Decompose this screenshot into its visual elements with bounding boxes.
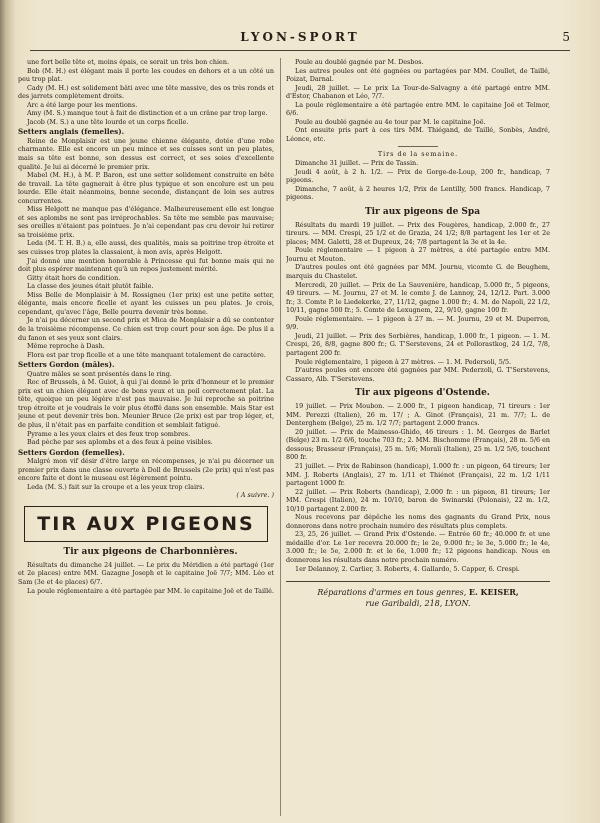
paragraph: Mercredi, 20 juillet. — Prix de La Sauvenière, handicap, 5.000 fr., 5 pigeons, 49 tireurs. — M. Journu, 27 et M. le comte J. de Lannoy, 24, 12/12. Part. 3.000 fr.; 3. Comte P. le Liedekerke, 27, 11/12, gagne 1.000 fr.; 4. M. de Napoli, 22 1/2, 10/11, gagne 500 fr.; 5. Comte de Lexugnem, 22, 9/10, gagne 100 fr. <box>286 280 550 315</box>
paragraph: 23, 25, 26 juillet. — Grand Prix d'Ostende. — Entrée 60 fr.; 40.000 fr. et une médaille d'or. Le 1er recevra 20.000 fr.; le 2e, 9.000 fr.; le 3e, 5.000 fr.; le 4e, 3.000 fr.; le 5e, 2.000 fr. et le 6e, 1.000 fr.; 12 pigeons handicap. Nous en donnerons les résultats dans notre prochain numéro. <box>286 530 550 564</box>
paragraph: Pyrame a les yeux clairs et des feux trop sombres. <box>27 429 191 438</box>
paragraph: Mabel (M. H.), à M. P. Baron, est une setter solidement construite en bête de travail. La tête gagnerait à être plus typique et son encolure est un peu lourde. Elle était néanmoins, bonne seconde, distançant de loin ses autres concurrentes. <box>18 171 274 205</box>
section-heading-setters-gordon-males: Setters Gordon (mâles). <box>18 360 115 370</box>
paragraph: Miss Helgott ne manque pas d'élégance. Malheureusement elle est longue et ses aplombs ne sont pas irréprochables. Sa tête me semble pas mauvaise; ses oreilles n'étaient pas pointues. Je n'ai cependant pas cru devoir lui retirer sa troisième prix. <box>18 205 274 239</box>
paragraph: Nous recevons par dépêche les noms des gagnants du Grand Prix, nous donnerons dans notre prochain numéro des résultats plus complets. <box>286 513 550 530</box>
paragraph: La classe des jeunes était plutôt faible. <box>27 282 154 291</box>
paragraph: Les autres poules ont été gagnées ou partagées par MM. Coullet, de Taillé, Poizat, Darnal. <box>286 66 550 84</box>
separator-rule <box>398 146 438 147</box>
paragraph: La poule réglementaire a été partagée entre MM. le capitaine Joë et Telmor, 6/6. <box>286 100 550 118</box>
paragraph: D'autres poules ont encore été gagnées par MM. Pederzoli, G. T'Serstevens, Cassaro, Alb. T'Serstevens. <box>286 366 550 383</box>
paragraph: Roc of Brussels, à M. Guiot, à qui j'ai donné le prix d'honneur et le premier prix est un chien élégant avec de bons yeux et un poil correctement plat. La tête, quoique un peu légère n'est pas mauvaise. Je lui reproche sa poitrine trop étroite et je voudrais le voir plus étoffé dans son ensemble. Mais Star est jeune et peut devenir très bon. Meunier Bruce (2e prix) est par trop léger, et, de plus, il n'était pas en parfaite condition et semblait fatigué. <box>18 378 274 429</box>
right-column <box>286 58 550 816</box>
paragraph: Je n'ai pu décerner un second prix et Mica de Monplaisir a dû se contenter de la troisième récompense. Ce chien est trop court pour son âge. De plus il a du fanon et ses yeux sont clairs. <box>18 316 274 342</box>
paragraph: 20 juillet. — Prix de Mainesso-Ghido, 46 tireurs : 1. M. Georges de Barlet (Belge) 23 m. 1/2 6/6, touche 703 fr.; 2. MM. Bischomme (Français), 28 m. 5/6 en dessous; Brasseur (Français), 25 m. 5/6; Moraïi (Italien), 25 m. 1/2 5/6, touchent 800 fr. <box>286 427 550 462</box>
paragraph: Gitty était hors de condition. <box>27 273 121 282</box>
charbonnieres-title: Tir aux pigeons de Charbonnières. <box>63 546 238 557</box>
paragraph: Poule réglementaire. — 1 pigeon à 27 m. — M. Journu, 29 et M. Duperron, 9/9. <box>286 314 550 332</box>
paragraph: Miss Belle de Monplaisir à M. Rossigneu (1er prix) est une petite setter, élégante, mais encore ficelle et ayant les cuisses un peu plates. Je crois, cependant, qu'avec l'âge, Belle pourra devenir très bonne. <box>18 290 274 316</box>
section-heading-tirs-semaine: Tirs de la semaine. <box>377 150 459 159</box>
paragraph: Poule au doublé gagnée par M. Desbos. <box>295 58 424 66</box>
page-number: 5 <box>562 30 570 44</box>
paragraph: une fort belle tête et, moins épais, ce serait un très bon chien. <box>27 58 229 66</box>
paragraph: Jacob (M. S.) a une tête lourde et un corps ficelle. <box>27 117 189 126</box>
paragraph: Leda (M. T. H. B.) a, elle aussi, des qualités, mais sa poitrine trop étroite et ses cuisses trop plates la classaient, à mon avis, après Helgott. <box>18 239 274 257</box>
paragraph: 1er Delannoy, 2. Carlier, 3. Roberts, 4. Gallardo, 5. Capper, 6. Crespi. <box>295 564 520 573</box>
paragraph: Cady (M. H.) est solidement bâti avec une tête massive, des os très ronds et des jarrets complètement droits. <box>18 83 274 101</box>
paragraph: Amy (M. S.) manque tout à fait de distinction et a un crâne par trop large. <box>27 109 268 118</box>
paragraph: J'ai donné une mention honorable à Princesse qui fut bonne mais qui ne doit plus espérer maintenant qu'à un repos justement mérité. <box>18 256 274 274</box>
paragraph: Ont ensuite pris part à ces tirs MM. Thiégand, de Taillé, Sonbès, André, Léonce, etc. <box>286 126 550 143</box>
paragraph: Jeudi, 28 juillet. — Le prix La Tour-de-Salvagny a été partagé entre MM. d'Estor, Chabanon et Léo, 7/7. <box>286 83 550 101</box>
paragraph: Bad pèche par ses aplombs et a des feux à peine visibles. <box>27 438 213 447</box>
tir-aux-pigeons-banner: TIR AUX PIGEONS <box>24 506 268 542</box>
ad-name: E. KEISER, <box>468 587 519 598</box>
ad-line-2: rue Garibaldi, 218, LYON. <box>365 599 471 609</box>
paragraph: Jeudi, 21 juillet. — Prix des Sorbières, handicap, 1.000 fr., 1 pigeon. — 1. M. Crespi, 26, 8/8, gagne 800 fr.; G. T'Serstevens, 24 et Pollorastkog, 24 1/2, 7/8, partagent 200 fr. <box>286 331 550 357</box>
paragraph: D'autres poules ont été gagnées par MM. Journu, vicomte G. de Beughem, marquis du Chastelet. <box>286 263 550 281</box>
schedule-line: Dimanche 31 juillet. — Prix de Tassin. <box>295 159 419 168</box>
ostende-title: Tir aux pigeons d'Ostende. <box>355 388 490 399</box>
ad-line-1: Réparations d'armes en tous genres, <box>317 588 467 598</box>
left-column <box>18 58 274 816</box>
paragraph: Poule réglementaire — 1 pigeon à 27 mètres, a été partagée entre MM. Journu et Mouton. <box>286 246 550 263</box>
paragraph: Poule réglementaire, 1 pigeon à 27 mètres. — 1. M. Pedersoli, 5/5. <box>295 357 512 366</box>
schedule-line: Dimanche, 7 août, à 2 heures 1/2, Prix de Lentilly, 500 francs. Handicap, 7 pigeons. <box>286 184 550 202</box>
section-heading-setters-gordon-femelles: Setters Gordon (femelles). <box>18 447 125 457</box>
paragraph: Arc a été large pour les mentions. <box>27 100 138 109</box>
spa-title: Tir aux pigeons de Spa <box>364 206 481 217</box>
paragraph: 21 juillet. — Prix de Rabinson (handicap), 1.000 fr. : un pigeon, 64 tireurs; 1er MM. J. Roberts (Anglais), 27 m. 1/11 et Thiénot (Français), 22 m. 1/2 1/11 partagent 1000 fr. <box>286 461 550 488</box>
page-header <box>30 30 570 51</box>
to-be-continued: ( A suivre. ) <box>236 491 274 500</box>
advertisement <box>286 581 550 609</box>
paragraph: La poule réglementaire a été partagée par MM. le capitaine Joë et de Taillé. <box>27 586 274 595</box>
paragraph: Leda (M. S.) fait sur la croupe et a les yeux trop clairs. <box>27 482 205 491</box>
paragraph: Résultats du dimanche 24 juillet. — Le prix du Méridien a été partagé (1er et 2e places) entre MM. Gazagne Joseph et le capitaine Joë 7/7; MM. Léo et Sam (3e et 4e places) 6/7. <box>18 560 274 586</box>
schedule-line: Jeudi 4 août, à 2 h. 1/2. — Prix de Gorge-de-Loup, 200 fr., handicap, 7 pigeons. <box>286 167 550 185</box>
paragraph: Même reproche à Dash. <box>27 342 105 351</box>
paragraph: 19 juillet. — Prix Moubon. — 2.000 fr., 1 pigeon handicap, 71 tireurs : 1er MM. Perezzi (Italien), 26 m. 17/ ; A. Ginot (Français), 21 m. 7/7; L. de Denterghem (Belge), 25 m. 1/2 7/7; partagent 2.000 francs. <box>286 402 550 428</box>
paragraph: Reine de Monplaisir est une jeune chienne élégante, dotée d'une robe charmante. Elle est encore un peu mince et ses cuisses sont un peu plates, mais sa tête est bonne, son dessus est correct, et ses soies d'excellente qualité. Je lui ai décerné le premier prix. <box>18 136 274 171</box>
paragraph: 22 juillet. — Prix Roberts (handicap), 2.000 fr. : un pigeon, 81 tireurs; 1er MM. Crespi (Italien), 24 m. 10/10, baron de Swinarski (Polonais), 22 m. 1/2, 10/10 partagent 2.000 fr. <box>286 487 550 513</box>
column-divider <box>280 58 281 816</box>
section-heading-setters-anglais: Setters anglais (femelles). <box>18 127 125 137</box>
paragraph: Poule au doublé gagnée au 4e tour par M. le capitaine Joë. <box>295 117 486 126</box>
paragraph: Bob (M. H.) est élégant mais il porte les coudes en dehors et a un côté un peu trop plat. <box>18 66 274 84</box>
paragraph: Malgré mon vif désir d'être large en récompenses, je n'ai pu décerner un premier prix dans une classe ouverte à Doll de Brussels (2e prix) qui n'est pas encore faite et dont le museau est légèrement pointu. <box>18 457 274 483</box>
masthead: LYON-SPORT <box>240 30 360 44</box>
paragraph: Quatre mâles se sont présentés dans le ring. <box>27 369 172 378</box>
paragraph: Flora est par trop ficelle et a une tête manquant totalement de caractère. <box>27 350 266 359</box>
paragraph: Résultats du mardi 19 juillet. — Prix des Fougères, handicap, 2.000 fr., 27 tireurs. — MM. Crespi, 25 1/2 et de Grazia, 24 1/2; 8/8 partagent les 1er et 2e places; MM. Galetti, 28 et Dupreux, 24; 7/8 partagent la 3e et la 4e. <box>286 220 550 246</box>
